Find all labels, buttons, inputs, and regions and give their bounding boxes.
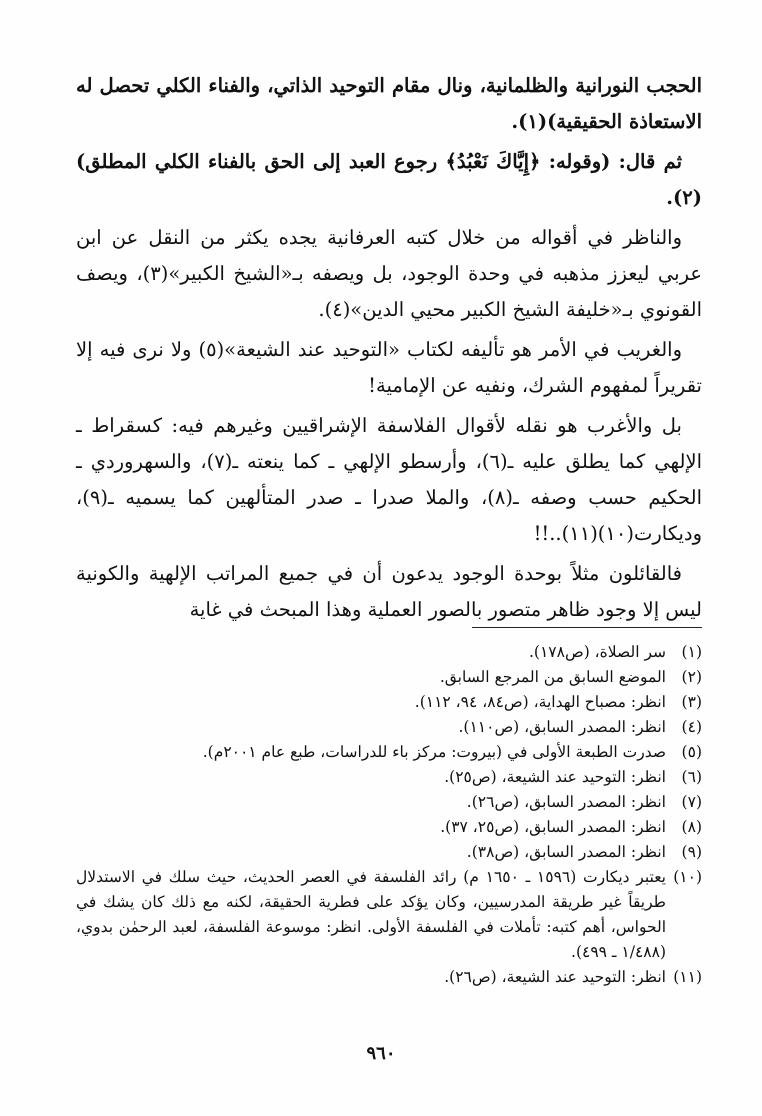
footnote-text: صدرت الطبعة الأولى في (بيروت: مركز باء للدراسات، طبع عام ٢٠٠١م). — [202, 743, 666, 761]
main-text — [76, 68, 702, 632]
footnotes — [76, 640, 702, 990]
page-number: ٩٦٠ — [366, 1043, 396, 1064]
footnote-number: (٦) — [681, 768, 702, 786]
footnote-text: سر الصلاة، (ص١٧٨). — [529, 643, 666, 661]
footnote — [76, 690, 702, 715]
footnote-number: (١) — [681, 643, 702, 661]
footnote — [76, 840, 702, 865]
footnote-number: (٩) — [681, 843, 702, 861]
paragraph-4: والغريب في الأمر هو تأليفه لكتاب «التوحيد عند الشيعة»(٥) ولا نرى فيه إلا تقريراً لمفهوم الشرك، ونفيه عن الإمامية! — [76, 338, 702, 397]
footnote — [76, 640, 702, 665]
footnote — [76, 740, 702, 765]
footnote — [76, 865, 702, 965]
footnote-text: انظر: التوحيد عند الشيعة، (ص٢٥). — [444, 768, 666, 786]
footnote-text: انظر: المصدر السابق، (ص١١٠). — [458, 718, 666, 736]
footnote-number: (٨) — [681, 818, 702, 836]
footnote — [76, 815, 702, 840]
footnote-number: (١٠) — [673, 868, 702, 886]
footnote-number: (٥) — [681, 743, 702, 761]
footnote — [76, 965, 702, 990]
footnote-separator — [472, 627, 702, 628]
paragraph-1: الحجب النورانية والظلمانية، ونال مقام التوحيد الذاتي، والفناء الكلي تحصل له الاستعاذة الحقيقية)(١). — [76, 74, 702, 133]
footnote-number: (٧) — [681, 793, 702, 811]
footnote-text: انظر: المصدر السابق، (ص٢٦). — [466, 793, 666, 811]
footnote — [76, 665, 702, 690]
paragraph-6: فالقائلون مثلاً بوحدة الوجود يدعون أن في جميع المراتب الإلهية والكونية ليس إلا وجود ظاهر متصور بالصور العملية وهذا المبحث في غاية — [76, 562, 702, 621]
footnote-number: (٢) — [681, 668, 702, 686]
footnote-text: انظر: مصباح الهداية، (ص٨٤، ٩٤، ١١٢). — [414, 693, 666, 711]
footnote-text: انظر: التوحيد عند الشيعة، (ص٢٦). — [444, 968, 666, 986]
paragraph-3: والناظر في أقواله من خلال كتبه العرفانية يجده يكثر من النقل عن ابن عربي ليعزز مذهبه في وحدة الوجود، بل ويصفه بـ«الشيخ الكبير»(٣)، ويصف القونوي بـ«خليفة الشيخ الكبير محيي الدين»(٤). — [76, 226, 702, 321]
footnote — [76, 765, 702, 790]
paragraph-2: ثم قال: (وقوله: ﴿إِيَّاكَ نَعْبُدُ﴾ رجوع العبد إلى الحق بالفناء الكلي المطلق)(٢). — [76, 150, 702, 209]
paragraph-5: بل والأغرب هو نقله لأقوال الفلاسفة الإشراقيين وغيرهم فيه: كسقراط ـ الإلهي كما يطلق عليه ـ(٦)، وأرسطو الإلهي ـ كما ينعته ـ(٧)، والسهروردي ـ الحكيم حسب وصفه ـ(٨)، والملا صدرا ـ صدر المتألهين كما يسميه ـ(٩)، وديكارت(١٠)(١١)..!! — [76, 414, 702, 545]
footnote-number: (٣) — [681, 693, 702, 711]
footnote-text: يعتبر ديكارت (١٥٩٦ ـ ١٦٥٠ م) رائد الفلسفة في العصر الحديث، حيث سلك في الاستدلال طريقاً غير طريقة المدرسيين، وكان يؤكد على فطرية الحقيقة، لكنه مع ذلك كان يشك في الحواس، أهم كتبه: تأملات في الفلسفة الأولى. انظر: موسوعة الفلسفة، لعبد الرحمٰن بدوي، (١/٤٨٨ ـ ٤٩٩). — [76, 868, 666, 961]
footnote-number: (٤) — [681, 718, 702, 736]
footnote — [76, 715, 702, 740]
footnote-text: الموضع السابق من المرجع السابق. — [439, 668, 666, 686]
footnote-text: انظر: المصدر السابق، (ص٣٨). — [466, 843, 666, 861]
footnote-text: انظر: المصدر السابق، (ص٢٥، ٣٧). — [440, 818, 666, 836]
footnote — [76, 790, 702, 815]
footnote-number: (١١) — [673, 968, 702, 986]
